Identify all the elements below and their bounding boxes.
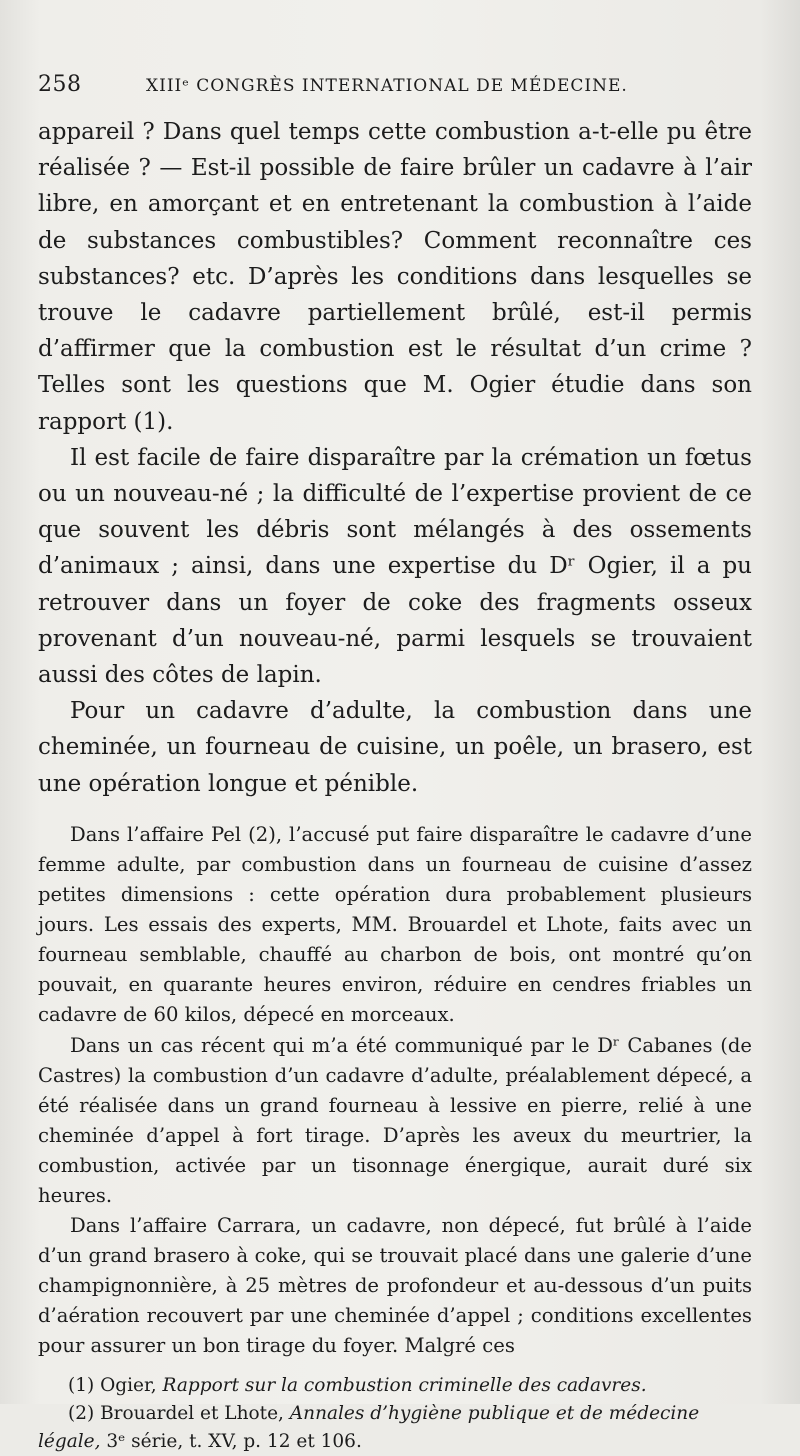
paragraph-3: Pour un cadavre d’adulte, la combustion dans une cheminée, un fourneau de cuisine, un poêle, un brasero, est une opération longue et pénible.: [38, 698, 752, 797]
case-cabanes: Dans un cas récent qui m’a été communiqué par le Dʳ Cabanes (de Castres) la combustion d’un cadavre d’adulte, préalablement dépecé, a été réalisée dans un grand fourneau à lessive en pierre, relié à une cheminée d’appel à fort tirage. D’après les aveux du meurtrier, la combustion, activée par un tisonnage énergique, aurait duré six heures.: [38, 1033, 752, 1207]
case-carrara: Dans l’affaire Carrara, un cadavre, non dépecé, fut brûlé à l’aide d’un grand brasero à coke, qui se trouvait placé dans une galerie d’une champignonnière, à 25 mètres de profondeur et au-dessous d’un puits d’aération recouvert par une cheminée d’appel ; conditions excellentes pour assurer un bon tirage du foyer. Malgré ces: [38, 1214, 752, 1358]
footnote-1-title: Rapport sur la combustion criminelle des cadavres.: [162, 1374, 647, 1396]
paragraph-1: appareil ? Dans quel temps cette combustion a-t-elle pu être réalisée ? — Est-il possible de faire brûler un cadavre à l’air libre, en amorçant et en entretenant la combustion à l’aide de substances combustibles? Comment reconnaître ces substances? etc. D’après les conditions dans lesquelles se trouve le cadavre partiellement brûlé, est-il permis d’affirmer que la combustion est le résultat d’un crime ? Telles sont les questions que M. Ogier étudie dans son rapport (1).: [38, 119, 752, 435]
footnote-2-ref: 3ᵉ série, t. XV, p. 12 et 106.: [100, 1430, 362, 1452]
footnotes: [38, 1372, 752, 1456]
main-text: [38, 114, 752, 802]
page-number: 258: [38, 72, 82, 97]
running-title: XIIIᵉ CONGRÈS INTERNATIONAL DE MÉDECINE.: [146, 76, 628, 96]
footnote-2-title: Annales d’hygiène publique et de médecine légale,: [38, 1402, 700, 1452]
footnote-2: [38, 1400, 752, 1456]
footnote-1-author: (1) Ogier,: [68, 1374, 163, 1396]
paragraph-2: Il est facile de faire disparaître par la crémation un fœtus ou un nouveau-né ; la difficulté de l’expertise provient de ce que souvent les débris sont mélangés à des ossements d’animaux ; ainsi, dans une expertise du Dʳ Ogier, il a pu retrouver dans un foyer de coke des fragments osseux provenant d’un nouveau-né, parmi lesquels se trouvaient aussi des côtes de lapin.: [38, 444, 752, 689]
footnote-2-author: (2) Brouardel et Lhote,: [68, 1402, 290, 1424]
case-notes: [38, 820, 752, 1362]
running-head: [38, 72, 752, 112]
case-pel: Dans l’affaire Pel (2), l’accusé put faire disparaître le cadavre d’une femme adulte, par combustion dans un fourneau de cuisine d’assez petites dimensions : cette opération dura probablement plusieurs jours. Les essais des experts, MM. Brouardel et Lhote, faits avec un fourneau semblable, chauffé au charbon de bois, ont montré qu’on pouvait, en quarante heures environ, réduire en cendres friables un cadavre de 60 kilos, dépecé en morceaux.: [38, 822, 752, 1027]
footnote-1: [38, 1372, 752, 1400]
